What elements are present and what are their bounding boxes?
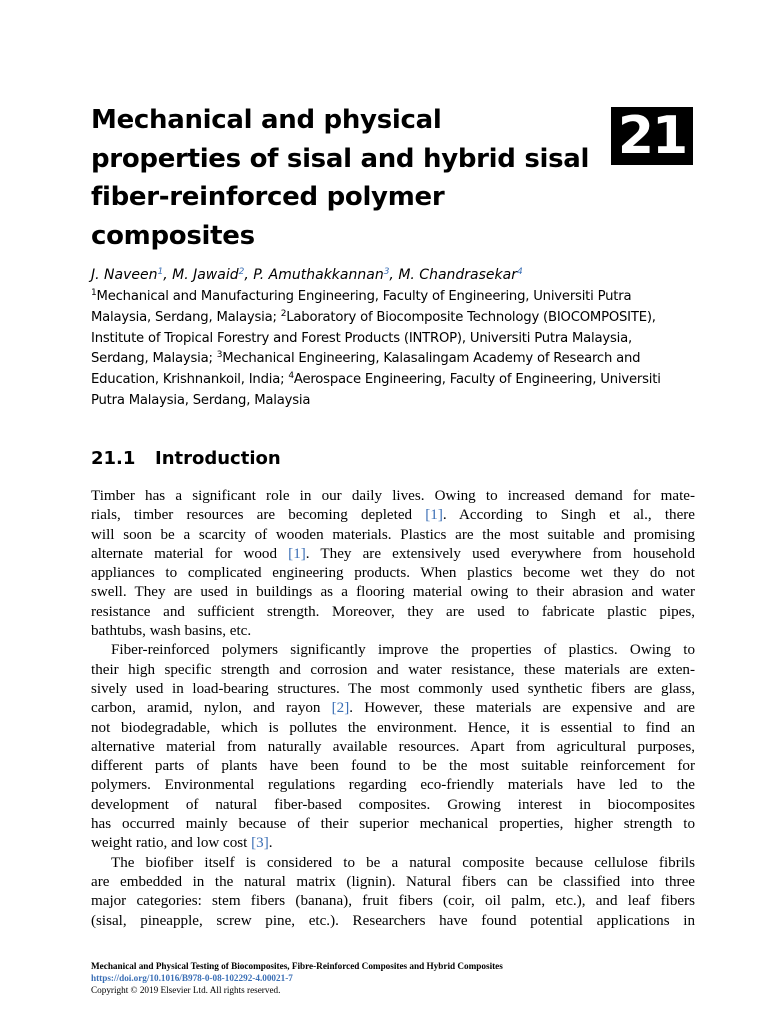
affiliation-line [91, 308, 701, 329]
text-line [91, 564, 695, 583]
text-line [91, 680, 695, 699]
text-line [91, 641, 695, 660]
page-footer [91, 960, 701, 996]
text-line [91, 545, 695, 564]
text-run: not biodegradable, which is pollutes the environment. Hence, it is essential to find an [91, 719, 695, 736]
citation-link[interactable]: [2] [331, 700, 350, 717]
text-line [91, 506, 695, 525]
text-line [91, 912, 695, 931]
chapter-number-badge: 21 [611, 107, 693, 165]
affiliation-marker[interactable]: 3 [383, 267, 390, 277]
affiliation-line [91, 391, 701, 412]
text-run: . However, these materials are expensive and are [349, 700, 695, 717]
copyright-notice: Copyright © 2019 Elsevier Ltd. All rights reserved. [91, 985, 281, 995]
affiliation-line [91, 287, 701, 308]
text-line [91, 526, 695, 545]
section-heading [91, 447, 281, 471]
text-run: appliances to complicated engineering products. When plastics become wet they do not [91, 565, 695, 582]
title-line: properties of sisal and hybrid sisal [91, 143, 590, 174]
text-run: are embedded in the natural matrix (lignin). Natural fibers can be classified into three [91, 873, 695, 890]
affiliation-text: Institute of Tropical Forestry and Forest Products (INTROP), Universiti Putra Malaysia, [91, 330, 632, 346]
title-line: composites [91, 220, 255, 251]
text-run: resistance and sufficient strength. Moreover, they are used to fabricate plastic pipes, [91, 603, 695, 620]
author-separator: , [244, 267, 254, 283]
text-run: Timber has a significant role in our daily lives. Owing to increased demand for mate- [91, 488, 695, 504]
text-run: . [268, 835, 273, 852]
affiliation-marker: 1 [91, 288, 97, 298]
text-line [91, 719, 695, 738]
text-run: alternative material from naturally available resources. Apart from agricultural purposes, [91, 738, 695, 755]
author-list [91, 265, 701, 285]
title-line: Mechanical and physical [91, 105, 442, 135]
affiliation-marker: 2 [280, 308, 287, 319]
affiliation-marker: 4 [288, 371, 294, 382]
text-line [91, 661, 695, 680]
author-name: M. Chandrasekar [398, 267, 517, 283]
text-run: (sisal, pineapple, screw pine, etc.). Researchers have found potential applications in [91, 912, 695, 929]
text-line [91, 892, 695, 911]
affiliation-text: Malaysia, Serdang, Malaysia; [91, 309, 281, 325]
text-run: swell. They are used in buildings as a flooring material owing to their abrasion and water [91, 584, 695, 601]
author-separator: , [163, 267, 173, 283]
text-line [91, 622, 695, 641]
text-run: carbon, aramid, nylon, and rayon [91, 700, 332, 717]
affiliation-marker: 3 [216, 350, 223, 361]
citation-link[interactable]: [3] [251, 835, 269, 852]
author-name: P. Amuthakkannan [253, 267, 384, 283]
affiliation-text: Serdang, Malaysia; [91, 351, 217, 367]
affiliation-marker[interactable]: 2 [238, 267, 245, 277]
affiliation-text: Laboratory of Biocomposite Technology (BIOCOMPOSITE), [286, 309, 656, 325]
text-run: will soon be a scarcity of wooden materials. Plastics are the most suitable and promising [91, 526, 695, 543]
text-line [91, 815, 695, 834]
text-run: rials, timber resources are becoming depleted [91, 507, 426, 524]
text-line [91, 854, 695, 873]
chapter-title [91, 101, 611, 255]
text-line [91, 603, 695, 622]
text-line [91, 487, 695, 506]
text-line [91, 583, 695, 602]
affiliation-marker[interactable]: 1 [157, 267, 164, 277]
section-number: 21.1 [91, 448, 136, 469]
affiliation-line [91, 329, 701, 350]
text-line [91, 834, 695, 853]
text-run: The biofiber itself is considered to be a natural composite because cellulose fibrils [111, 854, 695, 871]
affiliation-text: Putra Malaysia, Serdang, Malaysia [91, 392, 311, 408]
author-name: J. Naveen [91, 267, 158, 283]
text-run: has occurred mainly because of their superior mechanical properties, higher strength to [91, 816, 695, 833]
text-line [91, 796, 695, 815]
text-line [91, 873, 695, 892]
text-run: . According to Singh et al., there [442, 507, 695, 524]
text-run: . They are extensively used everywhere from household [305, 545, 695, 562]
author-separator: , [389, 267, 399, 283]
affiliation-line [91, 370, 701, 391]
affiliation-text: Education, Krishnankoil, India; [91, 372, 289, 388]
text-run: major categories: stem fibers (banana), fruit fibers (coir, oil palm, etc.), and leaf fibers [91, 893, 695, 910]
affiliation-marker[interactable]: 4 [516, 267, 523, 277]
text-line [91, 699, 695, 718]
affiliation-text: Mechanical Engineering, Kalasalingam Academy of Research and [222, 351, 641, 367]
text-run: weight ratio, and low cost [91, 835, 252, 852]
text-run: their high specific strength and corrosion and water resistance, these materials are exten- [91, 661, 695, 678]
title-line: fiber-reinforced polymer [91, 182, 445, 212]
affiliation-line [91, 349, 701, 370]
text-line [91, 776, 695, 795]
text-run: alternate material for wood [91, 545, 289, 562]
text-run: bathtubs, wash basins, etc. [91, 623, 252, 640]
affiliation-text: Aerospace Engineering, Faculty of Engineering, Universiti [293, 372, 661, 388]
author-name: M. Jawaid [172, 267, 239, 283]
affiliation-text: Mechanical and Manufacturing Engineering, Faculty of Engineering, Universiti Putra [96, 289, 632, 304]
text-line [91, 738, 695, 757]
text-run: polymers. Environmental regulations regarding eco-friendly materials have led to the [91, 777, 695, 794]
text-run: different parts of plants have been found to be the most suitable reinforcement for [91, 758, 695, 775]
citation-link[interactable]: [1] [288, 545, 306, 562]
text-run: development of natural fiber-based composites. Growing interest in biocomposites [91, 796, 695, 813]
affiliations [91, 287, 701, 412]
citation-link[interactable]: [1] [425, 507, 443, 524]
text-run: Fiber-reinforced polymers significantly improve the properties of plastics. Owing to [111, 642, 695, 659]
text-run: sively used in load-bearing structures. The most commonly used synthetic fibers are glass, [91, 680, 695, 697]
body-text [91, 487, 695, 931]
footer-book-title: Mechanical and Physical Testing of Biocomposites, Fibre-Reinforced Composites and Hybrid Composites [91, 961, 503, 971]
section-title: Introduction [155, 448, 281, 469]
text-line [91, 757, 695, 776]
doi-link[interactable]: https://doi.org/10.1016/B978-0-08-102292-4.00021-7 [91, 973, 293, 983]
